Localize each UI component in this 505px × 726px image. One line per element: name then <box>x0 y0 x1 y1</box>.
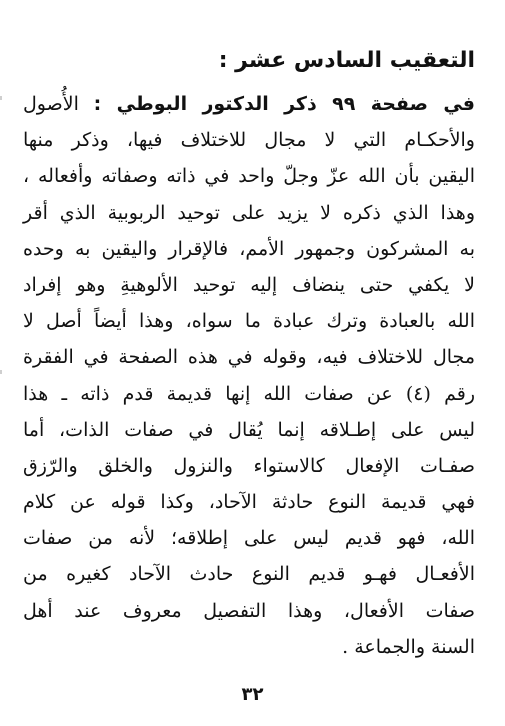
text-line: لا يكفي حتى ينضاف إليه توحيد الألوهيةِ وهو إفراد <box>23 273 475 296</box>
text-line: فهي قديمة النوع حادثة الآحاد، وكذا قوله عن كلام <box>23 491 475 514</box>
text-line: الله، فهو قديم ليس على إطلاقه؛ لأنه من صفات <box>23 527 475 550</box>
margin-mark <box>0 96 2 100</box>
text-line: اليقين بأن الله عزّ وجلّ واحد في ذاته وصفاته وأفعاله ، <box>23 165 475 188</box>
section-heading: التعقيب السادس عشر : <box>218 48 475 73</box>
text-line: وهذا الذي ذكره لا يزيد على توحيد الربوبية الذي أقر <box>23 201 475 224</box>
text-line-1 <box>23 86 475 122</box>
body-paragraph <box>23 86 475 665</box>
text-line: الأفعـال فهـو قديم النوع حادث الآحاد كغيره من <box>23 563 475 586</box>
text-line: به المشركون وجمهور الأمم، فالإقرار واليقين به وحده <box>23 237 475 260</box>
page-number: ٣٢ <box>241 684 264 705</box>
text-line-last: السنة والجماعة . <box>342 635 475 658</box>
text-line: مجال للاختلاف فيه، وقوله في هذه الصفحة في الفقرة <box>23 346 475 369</box>
text-line: ليس على إطـلاقه إنما يُقال في صفات الذات، أما <box>23 418 475 441</box>
text-line: صفـات الإفعال كالاستواء والنزول والخلق والرّزق <box>23 454 475 477</box>
text-line: والأحكـام التي لا مجال للاختلاف فيها، وذكر منها <box>23 129 475 152</box>
text-line: صفات الأفعال، وهذا التفصيل معروف عند أهل <box>23 599 475 622</box>
lead-rest-text: الأُصول <box>23 93 94 115</box>
text-line: الله بالعبادة وترك عبادة ما سواه، وهذا أيضاً أصل لا <box>23 310 475 333</box>
text-line: رقم (٤) عن صفات الله إنها قديمة قدم ذاته ـ هذا <box>23 382 475 405</box>
lead-bold-text: في صفحة ٩٩ ذكر الدكتور البوطي : <box>93 93 475 115</box>
margin-mark <box>0 370 2 374</box>
